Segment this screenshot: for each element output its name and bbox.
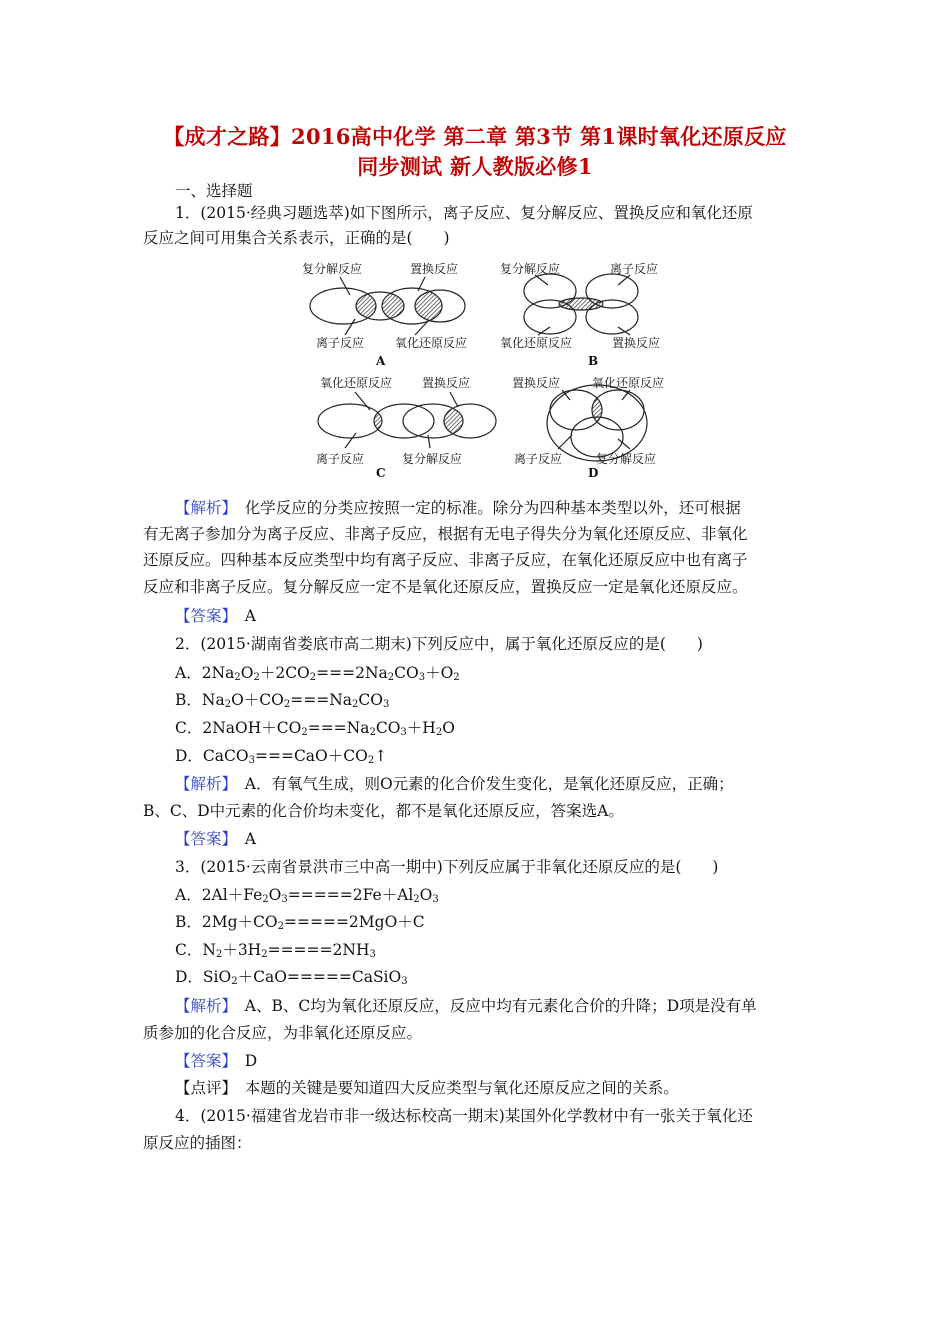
- q2-answer: 【答案】 A: [175, 830, 256, 848]
- analysis-tag: 【解析】: [175, 499, 230, 517]
- answer-tag: 【答案】: [175, 607, 230, 625]
- q2-option-a: A．$2Na_2O_2+2CO_2===2Na_2CO_3+O_2$: [175, 664, 460, 683]
- answer-tag: 【答案】: [175, 1052, 230, 1070]
- q3-option-d: D．SiO$_2$＋CaO=====CaSiO$_3$: [175, 968, 408, 987]
- q1-stem-line-1: 1．(2015·经典习题选萃)如下图所示，离子反应、复分解反应、置换反应和氧化还原: [175, 204, 753, 222]
- venn-b-label-bl: 氧化还原反应: [500, 336, 573, 350]
- venn-d-label-tl: 置换反应: [512, 376, 561, 390]
- q2-analysis-line-2: B、C、D中元素的化合价均未变化，都不是氧化还原反应，答案选A。: [143, 802, 624, 820]
- venn-d-label-tr: 氧化还原反应: [592, 376, 665, 390]
- q3-analysis-line-2: 质参加的化合反应，为非氧化还原反应。: [143, 1024, 423, 1042]
- venn-d-caption: D: [588, 466, 599, 477]
- venn-c-caption: C: [376, 466, 386, 477]
- q2-stem: 2．(2015·湖南省娄底市高二期末)下列反应中，属于氧化还原反应的是( ): [175, 635, 703, 653]
- venn-d-label-bl: 离子反应: [514, 452, 563, 466]
- venn-c-label-br: 复分解反应: [402, 452, 463, 466]
- venn-c-label-bl: 离子反应: [316, 452, 365, 466]
- q1-stem-line-2: 反应之间可用集合关系表示，正确的是( ): [143, 229, 450, 247]
- title-line-1: 【成才之路】2016高中化学 第二章 第3节 第1课时氧化还原反应: [163, 124, 787, 149]
- q2-analysis-line-1: 【解析】 A．有氧气生成，则O元素的化合价发生变化，是氧化还原反应，正确；: [175, 775, 734, 793]
- q1-analysis-line-3: 还原反应。四种基本反应类型中均有离子反应、非离子反应，在氧化还原反应中也有离子: [143, 551, 748, 569]
- q2-option-b: B．$Na_2O+CO_2===Na_2CO_3$: [175, 691, 390, 710]
- venn-c-label-tr: 置换反应: [422, 376, 471, 390]
- venn-a-label-tl: 复分解反应: [302, 262, 363, 276]
- document-title: [120, 122, 830, 182]
- q3-stem: 3．(2015·云南省景洪市三中高一期中)下列反应属于非氧化还原反应的是( ): [175, 858, 719, 876]
- venn-a-label-tr: 置换反应: [410, 262, 459, 276]
- venn-d-label-br: 复分解反应: [596, 452, 657, 466]
- venn-c: [318, 392, 496, 448]
- q1-analysis-line-1: 【解析】 化学反应的分类应按照一定的标准。除分为四种基本类型以外，还可根据: [175, 499, 741, 517]
- comment-tag: 【点评】: [175, 1079, 230, 1097]
- q3-option-a: A．$2Al+Fe_2O_3=====2Fe+Al_2O_3$: [175, 886, 439, 905]
- analysis-tag: 【解析】: [175, 775, 230, 793]
- q3-answer: 【答案】 D: [175, 1052, 258, 1070]
- venn-b-label-tr: 离子反应: [610, 262, 659, 276]
- venn-d: [547, 385, 647, 461]
- venn-diagram-figure: [300, 255, 680, 477]
- venn-a: [310, 277, 465, 335]
- q4-stem-line-2: 原反应的插图：: [143, 1134, 252, 1152]
- venn-c-label-tl: 氧化还原反应: [320, 376, 393, 390]
- q2-option-d: D．$CaCO_3===CaO+CO_2↑$: [175, 747, 388, 766]
- analysis-tag: 【解析】: [175, 997, 230, 1015]
- venn-a-label-br: 氧化还原反应: [395, 336, 468, 350]
- venn-b-label-tl: 复分解反应: [500, 262, 561, 276]
- q3-comment: 【点评】 本题的关键是要知道四大反应类型与氧化还原反应之间的关系。: [175, 1079, 679, 1097]
- venn-b: [524, 274, 638, 335]
- q4-stem-line-1: 4．(2015·福建省龙岩市非一级达标校高一期末)某国外化学教材中有一张关于氧化还: [175, 1107, 753, 1125]
- q3-option-b: B．$2Mg+CO_2=====2MgO+C$: [175, 913, 425, 932]
- venn-b-label-br: 置换反应: [612, 336, 661, 350]
- title-line-2: 同步测试 新人教版必修1: [357, 154, 593, 179]
- q1-answer: 【答案】 A: [175, 607, 256, 625]
- section-heading: 一、选择题: [175, 182, 253, 200]
- answer-tag: 【答案】: [175, 830, 230, 848]
- q3-option-c: C．$N_2+3H_2=====2NH_3$: [175, 941, 376, 960]
- venn-a-caption: A: [376, 354, 386, 368]
- q3-analysis-line-1: 【解析】 A、B、C均为氧化还原反应，反应中均有元素化合价的升降；D项是没有单: [175, 997, 757, 1015]
- q1-analysis-line-4: 反应和非离子反应。复分解反应一定不是氧化还原反应，置换反应一定是氧化还原反应。: [143, 578, 748, 596]
- q1-analysis-line-2: 有无离子参加分为离子反应、非离子反应，根据有无电子得失分为氧化还原反应、非氧化: [143, 525, 748, 543]
- venn-b-caption: B: [588, 354, 599, 368]
- q2-option-c: C．$2NaOH+CO_2===Na_2CO_3+H_2O$: [175, 719, 455, 738]
- venn-a-label-bl: 离子反应: [316, 336, 365, 350]
